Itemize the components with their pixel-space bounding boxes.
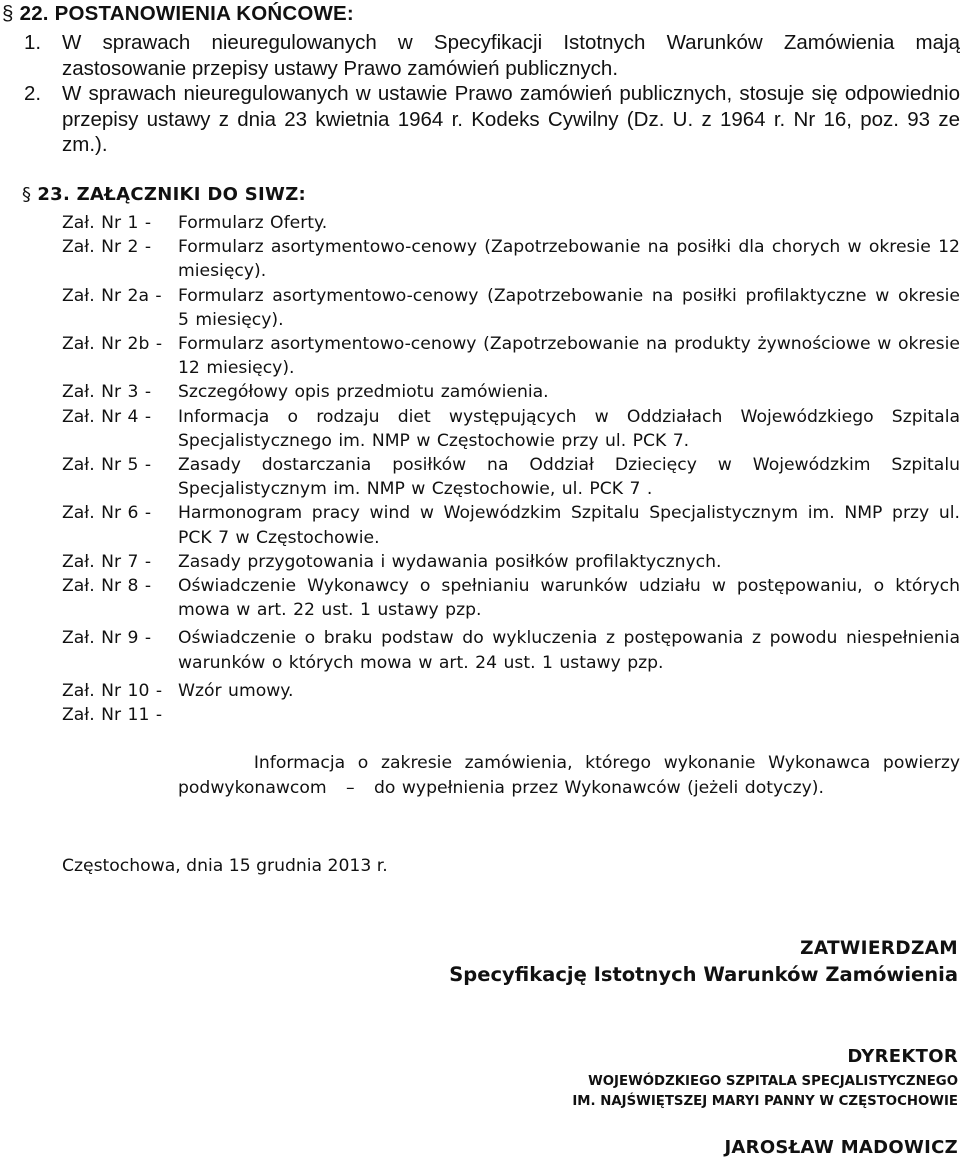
section-22-list	[0, 30, 960, 158]
attachment-text: Formularz asortymentowo-cenowy (Zapotrzebowanie na posiłki dla chorych w okresie 12 miesięcy).	[178, 237, 960, 282]
attachment-label: Zał. Nr 2b -	[62, 334, 163, 355]
attachment-text: Oświadczenie o braku podstaw do wykluczenia z postępowania z powodu niespełnienia warunków o których mowa w art. 24 ust. 1 ustawy pzp.	[178, 628, 960, 673]
provision-number: 1.	[24, 31, 42, 54]
provision-item	[0, 30, 960, 81]
attachment-label: Zał. Nr 5 -	[62, 455, 152, 476]
attachment-text: Zasady dostarczania posiłków na Oddział Dziecięcy w Wojewódzkim Szpitalu Specjalistycznym im. NMP w Częstochowie, ul. PCK 7 .	[178, 455, 960, 500]
attachment-label: Zał. Nr 10 -	[62, 680, 163, 701]
approval-block	[449, 938, 958, 986]
attachment-text: Szczegółowy opis przedmiotu zamówienia.	[178, 382, 549, 403]
attachment-label: Zał. Nr 7 -	[62, 551, 152, 572]
section-23-heading	[22, 184, 306, 205]
director-block	[572, 1046, 958, 1109]
attachment-label: Zał. Nr 6 -	[62, 503, 152, 524]
attachment-item	[62, 453, 960, 501]
attachment-label: Zał. Nr 1 -	[62, 213, 152, 233]
director-title: DYREKTOR	[847, 1046, 958, 1067]
attachment-text: Informacja o zakresie zamówienia, którego wykonanie Wykonawca powierzy podwykonawcom – do wypełnienia przez Wykonawców (jeżeli dotyczy).	[178, 753, 960, 798]
provision-item	[0, 81, 960, 158]
hospital-name-line1: WOJEWÓDZKIEGO SZPITALA SPECJALISTYCZNEGO	[588, 1074, 958, 1089]
attachment-label: Zał. Nr 9 -	[62, 628, 152, 649]
attachment-item	[62, 501, 960, 549]
attachment-item	[62, 574, 960, 622]
attachment-text: Wzór umowy.	[178, 680, 294, 701]
attachment-label: Zał. Nr 4 -	[62, 406, 152, 427]
attachment-item	[62, 679, 960, 703]
attachment-item	[62, 550, 960, 574]
approval-heading: ZATWIERDZAM	[800, 938, 958, 959]
attachment-label: Zał. Nr 8 -	[62, 576, 152, 597]
approval-subject: Specyfikację Istotnych Warunków Zamówienia	[449, 963, 958, 986]
section-sign: §	[22, 184, 32, 205]
attachment-item	[62, 211, 960, 235]
section-22-title: 22. POSTANOWIENIA KOŃCOWE:	[19, 2, 354, 25]
attachment-label: Zał. Nr 2 -	[62, 237, 152, 258]
attachment-item	[62, 703, 960, 824]
attachment-item	[62, 235, 960, 283]
place-and-date: Częstochowa, dnia 15 grudnia 2013 r.	[62, 856, 388, 876]
attachment-item	[62, 405, 960, 453]
attachment-text: Oświadczenie Wykonawcy o spełnianiu warunków udziału w postępowaniu, o których mowa w art. 22 ust. 1 ustawy pzp.	[178, 576, 960, 621]
attachment-text: Formularz Oferty.	[178, 213, 328, 233]
signatory-name: JAROSŁAW MADOWICZ	[724, 1137, 958, 1158]
attachment-text: Harmonogram pracy wind w Wojewódzkim Szpitalu Specjalistycznym im. NMP przy ul. PCK 7 w Częstochowie.	[178, 503, 960, 548]
provision-text: W sprawach nieuregulowanych w Specyfikacji Istotnych Warunków Zamówienia mają zastosowanie przepisy ustawy Prawo zamówień publicznych.	[62, 31, 960, 80]
section-sign: §	[2, 2, 14, 25]
section-22-heading	[2, 2, 354, 26]
attachment-item	[62, 284, 960, 332]
attachment-label: Zał. Nr 11 -	[62, 705, 163, 726]
attachment-text: Formularz asortymentowo-cenowy (Zapotrzebowanie na produkty żywnościowe w okresie 12 miesięcy).	[178, 334, 960, 379]
attachment-text: Informacja o rodzaju diet występujących w Oddziałach Wojewódzkiego Szpitala Specjalistycznego im. NMP w Częstochowie przy ul. PCK 7.	[178, 406, 960, 451]
attachments-list	[62, 211, 960, 824]
section-23-title: 23. ZAŁĄCZNIKI DO SIWZ:	[37, 184, 307, 205]
provision-text: W sprawach nieuregulowanych w ustawie Prawo zamówień publicznych, stosuje się odpowiednio przepisy ustawy z dnia 23 kwietnia 1964 r. Kodeks Cywilny (Dz. U. z 1964 r. Nr 16, poz. 93 ze zm.).	[62, 82, 960, 156]
attachment-label: Zał. Nr 3 -	[62, 382, 152, 403]
attachment-item	[62, 332, 960, 380]
hospital-name-line2: IM. NAJŚWIĘTSZEJ MARYI PANNY W CZĘSTOCHOWIE	[572, 1094, 958, 1109]
attachment-text: Formularz asortymentowo-cenowy (Zapotrzebowanie na posiłki profilaktyczne w okresie 5 miesięcy).	[178, 285, 960, 330]
attachment-item	[62, 380, 960, 404]
provision-number: 2.	[24, 82, 42, 105]
attachment-text: Zasady przygotowania i wydawania posiłków profilaktycznych.	[178, 551, 722, 572]
attachment-label: Zał. Nr 2a -	[62, 285, 162, 306]
attachment-item	[62, 626, 960, 674]
